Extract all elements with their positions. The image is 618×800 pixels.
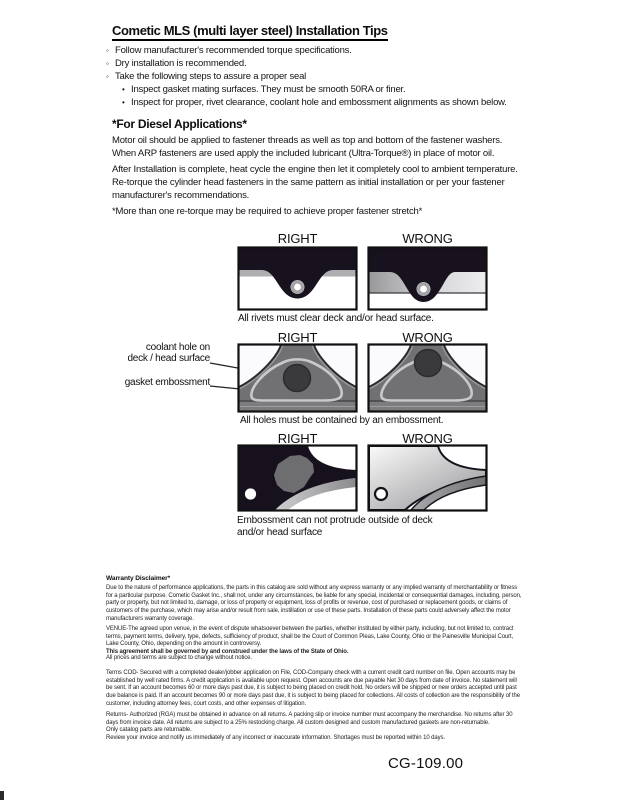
bullet-text: Take the following steps to assure a proper seal [115, 71, 307, 82]
catalog-returns-note [106, 727, 522, 742]
venue-paragraph [106, 626, 522, 657]
wrong-label: WRONG [402, 330, 453, 345]
diesel-paragraph-2: After Installation is complete, heat cycle the engine then let it completely cool to ambient temperature. Re-torque the cylinder head fasteners in the same pattern as initial installation or per your fastener manufacturer's recommendations. [112, 164, 518, 201]
list-item [106, 57, 530, 70]
list-item [122, 96, 530, 109]
venue-text: VENUE-The agreed upon venue, in the event of dispute whatsoever between the parties, whether instituted by either party, including, but not limited to, contract terms, payment terms, delivery, type, defects, sufficiency of product, shall be the Court of Common Pleas, Lake County, Ohio or the Painesville Municipal Court, Lake County, Ohio, depending on the amount in controversy. [106, 626, 514, 648]
bullet-text: Inspect gasket mating surfaces. They must be smooth 50RA or finer. [131, 84, 406, 95]
list-item [106, 70, 530, 83]
governing-law-text: This agreement shall be governed by and construed under the laws of the State of Ohio. [106, 649, 349, 656]
dot-bullet-icon: • [122, 98, 125, 107]
bullet-text: Inspect for proper, rivet clearance, coolant hole and embossment alignments as shown below. [131, 97, 507, 108]
coolant-wrong-drawing [367, 343, 488, 413]
prices-notice: All prices and terms are subject to change without notice. [106, 655, 252, 661]
coolant-hole-right-diagram [237, 343, 358, 413]
right-label: RIGHT [277, 231, 318, 246]
circle-bullet-icon: ◦ [106, 72, 109, 81]
warranty-heading: Warranty Disclaimer* [106, 575, 171, 582]
install-tips-list [106, 44, 530, 109]
callout-line: coolant hole on [145, 342, 210, 353]
rivet-caption: All rivets must clear deck and/or head surface. [238, 313, 434, 324]
wrong-label: WRONG [402, 431, 453, 446]
retorque-note: *More than one re-torque may be required to achieve proper fastener stretch* [112, 206, 423, 217]
embossment-caption: Embossment can not protrude outside of deck and/or head surface [237, 515, 433, 538]
rivet-wrong-drawing [367, 246, 488, 311]
coolant-hole-wrong-diagram [367, 343, 488, 413]
embossment-wrong-drawing [367, 444, 488, 512]
coolant-right-drawing [237, 343, 358, 413]
list-item [122, 83, 530, 96]
page-code: CG-109.00 [388, 755, 464, 772]
callout-line: deck / head surface [127, 352, 210, 364]
embossment-right-drawing [237, 444, 358, 512]
right-label: RIGHT [277, 431, 318, 446]
returns-paragraph: Returns- Authorized (RGA) must be obtained in advance on all returns. A packing slip or invoice number must accompany the merchandise. No returns after 30 days from invoice date. All returns are subject to a 25% restocking charge. All custom designed and custom manufactured gaskets are non-returnable. [106, 712, 513, 726]
circle-bullet-icon: ◦ [106, 46, 109, 55]
right-label: RIGHT [277, 330, 318, 345]
rivet-right-drawing [237, 246, 358, 311]
terms-paragraph: Terms COD- Secured with a completed dealer/jobber application on File, COD-Company check with a current credit card number on file. Open accounts may be established by well rated firms. A credit application is available upon request. Open accounts are due payable Net 30 days from date of invoice. No statement will be sent. If an account becomes 60 or more days past due, it is subject to being placed on credit hold. No orders will be shipped or new orders accepted until past due balance is paid. If an account becomes 90 or more days past due, it is subject to being placed for collections. All costs of collection are the responsibility of the customer, including attorney fees, court costs, and other expenses of litigation. [106, 670, 521, 707]
dot-bullet-icon: • [122, 85, 125, 94]
returnable-text: Only catalog parts are returnable. [106, 727, 192, 733]
bullet-text: Follow manufacturer's recommended torque specifications. [115, 45, 352, 56]
list-item [106, 44, 530, 57]
diesel-heading: *For Diesel Applications* [112, 117, 247, 131]
wrong-label: WRONG [402, 231, 453, 246]
diesel-paragraph-1: Motor oil should be applied to fastener threads as well as top and bottom of the fastener washers. When ARP fasteners are used apply the included lubricant (Ultra-Torque®) in place of motor oil. [112, 135, 503, 159]
circle-bullet-icon: ◦ [106, 59, 109, 68]
coolant-hole-callout [106, 343, 210, 364]
embossment-wrong-diagram [367, 444, 488, 512]
scan-artifact [0, 791, 4, 800]
page-title: Cometic MLS (multi layer steel) Installation Tips [112, 23, 388, 41]
invoice-review-text: Review your invoice and notify us immediately of any incorrect or inaccurate information. Shortages must be reported within 10 days. [106, 734, 445, 741]
title-wrap [112, 22, 388, 41]
coolant-caption: All holes must be contained by an embossment. [240, 415, 444, 426]
rivet-right-diagram [237, 246, 358, 311]
warranty-paragraph: Due to the nature of performance applications, the parts in this catalog are sold without any express warranty or any implied warranty of merchantability or fitness for a particular purpose. Cometic Gasket Inc., shall not, under any circumstances, be liable for any special, incidental or consequential damages, including, person, party or property, but not limited to, damage, or loss of property or equipment, loss of profits or revenue, cost of purchased or replacement goods, or claims of customers of the purchase, which may arise and/or result from sale, instillation or use of these parts. Installation of these parts could adversely affect the motor manufacturers warranty coverage. [106, 585, 522, 622]
bullet-text: Dry installation is recommended. [115, 58, 247, 69]
gasket-embossment-callout: gasket embossment [124, 377, 210, 388]
embossment-right-diagram [237, 444, 358, 512]
rivet-wrong-diagram [367, 246, 488, 311]
